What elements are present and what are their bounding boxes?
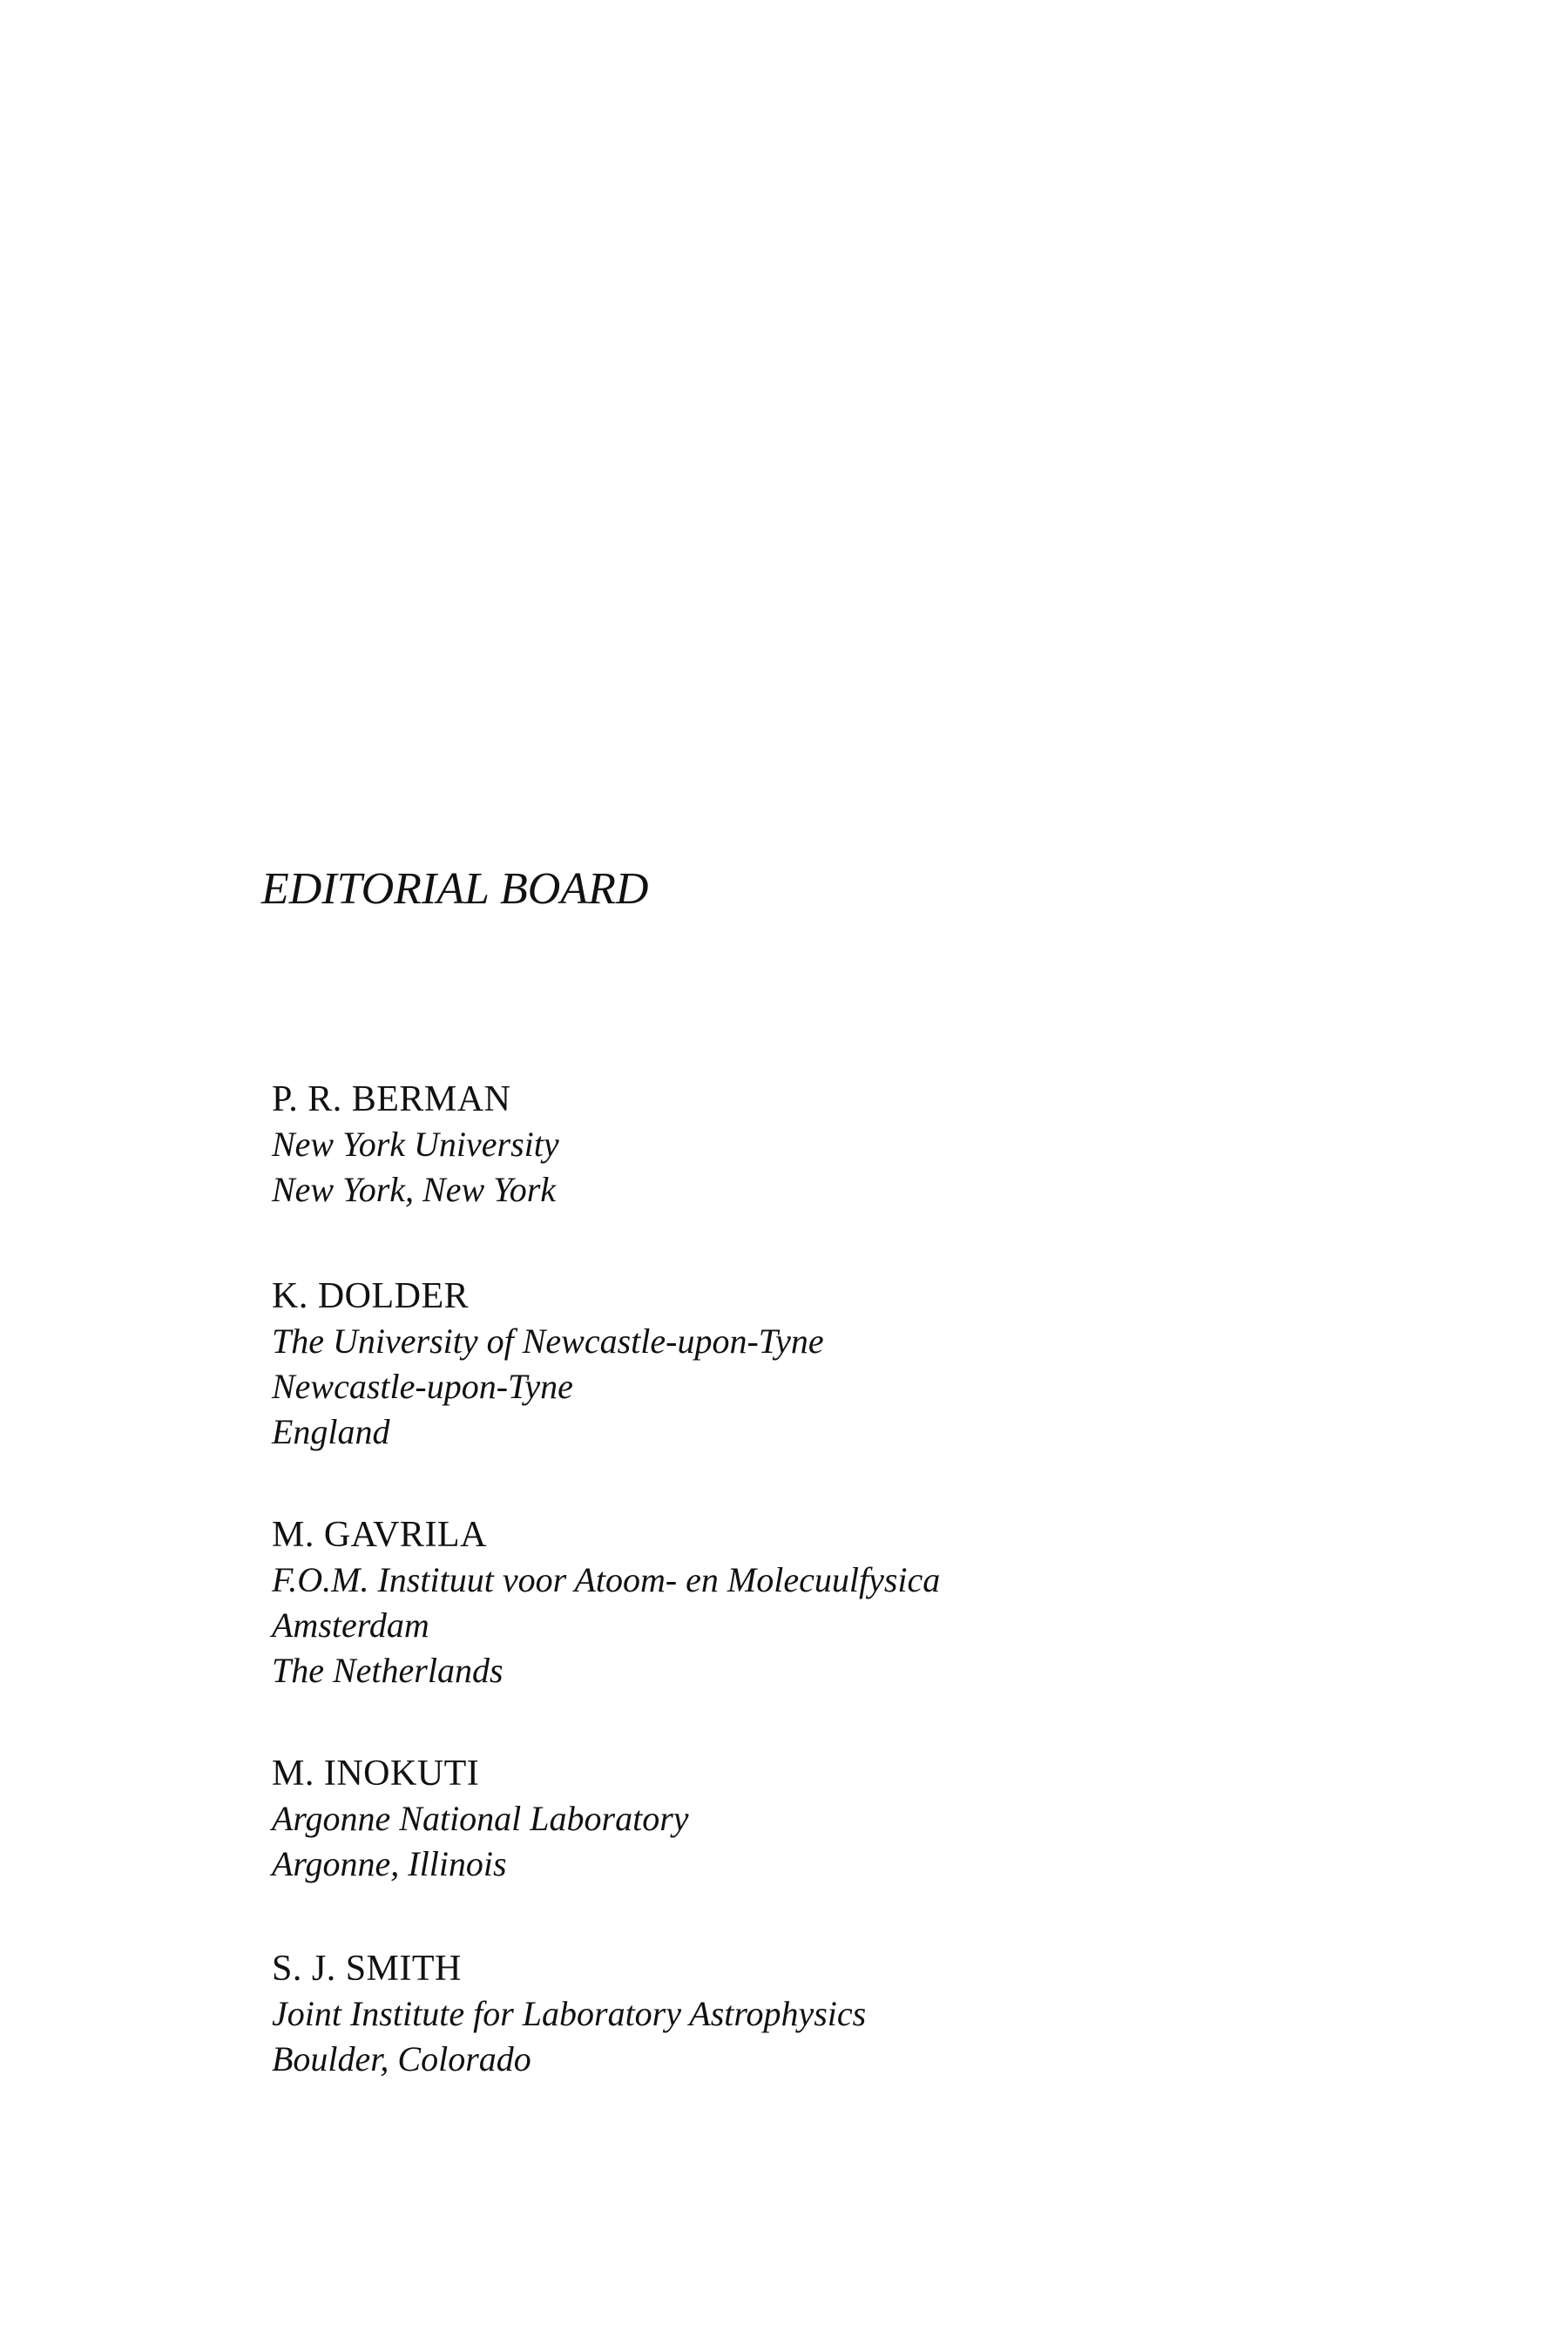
member-name: M. INOKUTI	[272, 1754, 480, 1794]
member-affiliation: F.O.M. Instituut voor Atoom- en Molecuulfysica	[272, 1560, 941, 1599]
member-name: P. R. BERMAN	[272, 1079, 511, 1119]
member-location: Amsterdam	[272, 1605, 429, 1645]
member-location: Argonne, Illinois	[272, 1844, 507, 1883]
member-affiliation: Argonne National Laboratory	[272, 1799, 689, 1838]
member-country: The Netherlands	[272, 1651, 504, 1690]
member-name: S. J. SMITH	[272, 1949, 462, 1989]
member-affiliation: Joint Institute for Laboratory Astrophysics	[272, 1994, 867, 2033]
member-country: England	[272, 1412, 390, 1451]
board-member-berman	[272, 1077, 559, 1213]
member-location: Boulder, Colorado	[272, 2039, 531, 2078]
board-member-gavrila	[272, 1512, 940, 1693]
member-name: K. DOLDER	[272, 1276, 470, 1316]
member-affiliation: The University of Newcastle-upon-Tyne	[272, 1321, 824, 1361]
board-member-inokuti	[272, 1751, 689, 1887]
member-location: New York, New York	[272, 1170, 557, 1209]
member-name: M. GAVRILA	[272, 1515, 487, 1555]
board-member-dolder	[272, 1274, 824, 1455]
page-title: EDITORIAL BOARD	[261, 864, 649, 914]
member-affiliation: New York University	[272, 1125, 559, 1164]
member-location: Newcastle-upon-Tyne	[272, 1367, 573, 1406]
board-member-smith	[272, 1946, 866, 2082]
